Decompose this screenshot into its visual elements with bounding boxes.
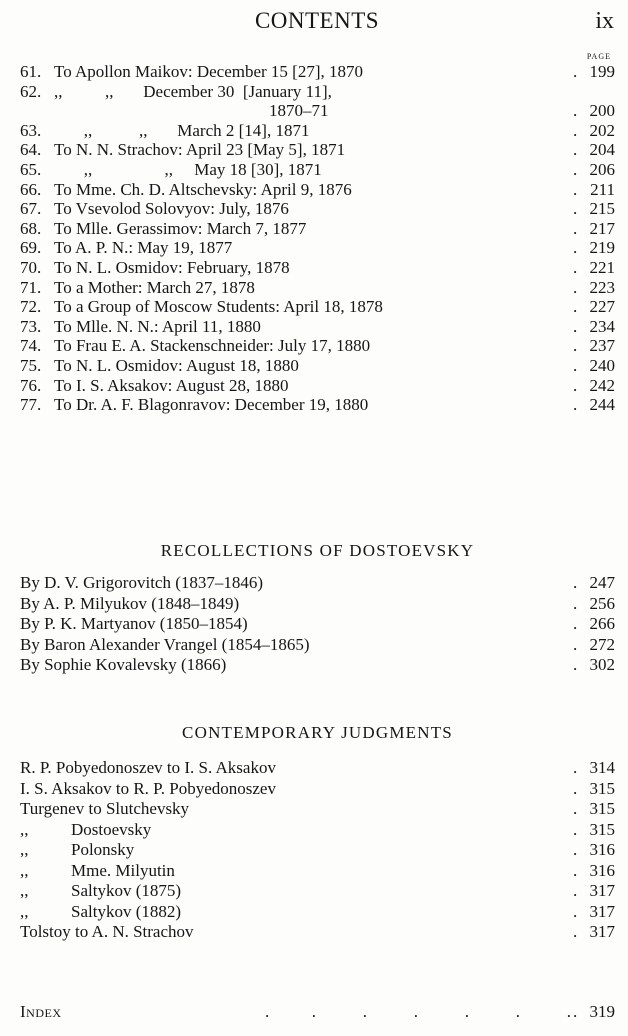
entry-title: To N. L. Osmidov: August 18, 1880 bbox=[54, 355, 299, 375]
entry-title: To A. P. N.: May 19, 1877 bbox=[54, 238, 233, 258]
toc-entry[interactable] bbox=[20, 594, 615, 615]
toc-entry[interactable] bbox=[20, 219, 615, 239]
toc-entry[interactable] bbox=[20, 62, 615, 82]
entry-title: ,, Mme. Milyutin bbox=[20, 860, 175, 880]
entry-title: By A. P. Milyukov (1848–1849) bbox=[20, 593, 240, 613]
toc-entry[interactable] bbox=[20, 902, 615, 923]
entry-number: 74. bbox=[20, 336, 42, 356]
entry-page: . 221 bbox=[579, 258, 615, 277]
entry-number: 67. bbox=[20, 199, 42, 219]
entry-title: To Frau E. A. Stackenschneider: July 17, 1880 bbox=[54, 336, 371, 356]
entry-number: 62. bbox=[20, 81, 42, 101]
entry-title: To N. N. Strachov: April 23 [May 5], 1871 bbox=[54, 140, 346, 160]
entry-title: R. P. Pobyedonoszev to I. S. Aksakov bbox=[20, 758, 276, 777]
toc-entry[interactable] bbox=[20, 101, 615, 121]
toc-entry[interactable] bbox=[20, 336, 615, 356]
entry-page: . 315 bbox=[579, 779, 615, 798]
entry-title: To a Mother: March 27, 1878 bbox=[54, 277, 255, 297]
entry-page: . 200 bbox=[579, 101, 615, 120]
entry-title: ,, Polonsky bbox=[20, 840, 135, 859]
entry-page: . 317 bbox=[579, 902, 615, 921]
toc-entry[interactable] bbox=[20, 922, 615, 943]
entry-title: To Mme. Ch. D. Altschevsky: April 9, 1876 bbox=[54, 179, 352, 199]
entry-page: . 266 bbox=[579, 614, 615, 633]
entry-number: 68. bbox=[20, 218, 42, 238]
toc-entry[interactable] bbox=[20, 758, 615, 779]
entry-page: . 317 bbox=[579, 881, 615, 900]
toc-entry[interactable] bbox=[20, 861, 615, 882]
page-number: ix bbox=[595, 8, 614, 34]
entry-title: To N. L. Osmidov: February, 1878 bbox=[54, 257, 290, 277]
toc-entry[interactable] bbox=[20, 799, 615, 820]
entry-page: . 256 bbox=[579, 594, 615, 613]
entry-page: . 244 bbox=[579, 395, 615, 414]
entry-page: . 314 bbox=[579, 758, 615, 777]
entry-title: To Vsevolod Solovyov: July, 1876 bbox=[54, 199, 289, 219]
entry-title: ,, Saltykov (1875) bbox=[20, 881, 182, 900]
entry-title: I. S. Aksakov to R. P. Pobyedonoszev bbox=[20, 778, 276, 798]
entry-title: ,, ,, December 30 [January 11], bbox=[54, 81, 332, 101]
entry-number: 70. bbox=[20, 257, 42, 277]
entry-page: . 317 bbox=[579, 922, 615, 941]
entry-title: By Baron Alexander Vrangel (1854–1865) bbox=[20, 634, 310, 654]
entry-title: ,, ,, March 2 [14], 1871 bbox=[54, 120, 310, 140]
entry-title: To Dr. A. F. Blagonravov: December 19, 1880 bbox=[54, 395, 369, 415]
toc-entry[interactable] bbox=[20, 779, 615, 800]
entry-page: . 316 bbox=[579, 861, 615, 880]
toc-entry[interactable] bbox=[20, 376, 615, 396]
entry-page: . 206 bbox=[579, 160, 615, 179]
entry-number: 69. bbox=[20, 238, 42, 258]
judgments-list bbox=[20, 758, 615, 943]
entry-number: 65. bbox=[20, 159, 42, 179]
page-title: CONTENTS bbox=[254, 8, 380, 33]
entry-title: ,, Dostoevsky bbox=[20, 819, 152, 839]
entry-number: 76. bbox=[20, 375, 42, 395]
toc-entry[interactable] bbox=[20, 121, 615, 141]
toc-entry[interactable] bbox=[20, 881, 615, 902]
entry-title: Turgenev to Slutchevsky bbox=[20, 799, 190, 818]
entry-title: To Apollon Maikov: December 15 [27], 1870 bbox=[54, 62, 364, 81]
toc-entry[interactable] bbox=[20, 258, 615, 278]
toc-entry[interactable] bbox=[20, 317, 615, 337]
letters-list bbox=[20, 62, 615, 415]
entry-page: . 302 bbox=[579, 655, 615, 674]
entry-title: By D. V. Grigorovitch (1837–1846) bbox=[20, 573, 264, 592]
page-column-label: PAGE bbox=[586, 52, 611, 61]
toc-entry[interactable] bbox=[20, 180, 615, 200]
recollections-list bbox=[20, 573, 615, 676]
index-page: . 319 bbox=[579, 1002, 615, 1021]
recollections-heading: RECOLLECTIONS OF DOSTOEVSKY bbox=[160, 541, 475, 560]
running-header bbox=[20, 6, 614, 40]
entry-page: . 234 bbox=[579, 317, 615, 336]
toc-entry[interactable] bbox=[20, 356, 615, 376]
dot-leader: . . . . . . . bbox=[265, 1002, 571, 1021]
entry-page: . 199 bbox=[579, 62, 615, 81]
entry-page: . 237 bbox=[579, 336, 615, 355]
toc-entry[interactable] bbox=[20, 297, 615, 317]
toc-entry[interactable] bbox=[20, 395, 615, 415]
entry-number: 72. bbox=[20, 297, 42, 317]
entry-page: . 240 bbox=[579, 356, 615, 375]
entry-page: . 202 bbox=[579, 121, 615, 140]
entry-title: To I. S. Aksakov: August 28, 1880 bbox=[54, 375, 289, 395]
entry-page: . 217 bbox=[579, 219, 615, 238]
toc-entry[interactable] bbox=[20, 573, 615, 594]
toc-entry[interactable] bbox=[20, 635, 615, 656]
judgments-heading: CONTEMPORARY JUDGMENTS bbox=[182, 723, 453, 742]
entry-page: . 211 bbox=[579, 180, 615, 199]
toc-entry[interactable] bbox=[20, 238, 615, 258]
entry-number: 77. bbox=[20, 395, 42, 415]
toc-entry[interactable] bbox=[20, 820, 615, 841]
entry-number: 63. bbox=[20, 120, 42, 140]
entry-title: 1870–71 bbox=[269, 101, 329, 121]
entry-page: . 247 bbox=[579, 573, 615, 592]
entry-title: ,, Saltykov (1882) bbox=[20, 901, 182, 921]
entry-number: 66. bbox=[20, 179, 42, 199]
entry-title: By P. K. Martyanov (1850–1854) bbox=[20, 614, 248, 633]
entry-number: 71. bbox=[20, 277, 42, 297]
toc-entry[interactable] bbox=[20, 614, 615, 635]
entry-number: 75. bbox=[20, 355, 42, 375]
entry-page: . 242 bbox=[579, 376, 615, 395]
entry-title: By Sophie Kovalevsky (1866) bbox=[20, 655, 227, 674]
entry-number: 73. bbox=[20, 316, 42, 336]
entry-page: . 316 bbox=[579, 840, 615, 859]
entry-title: To Mlle. Gerassimov: March 7, 1877 bbox=[54, 218, 307, 238]
entry-title: To a Group of Moscow Students: April 18, 1878 bbox=[54, 297, 383, 317]
index-label: Index bbox=[20, 1002, 62, 1021]
index-entry[interactable] bbox=[20, 1002, 615, 1021]
toc-entry[interactable] bbox=[20, 160, 615, 180]
entry-page: . 215 bbox=[579, 199, 615, 218]
entry-page: . 315 bbox=[579, 820, 615, 839]
entry-title: To Mlle. N. N.: April 11, 1880 bbox=[54, 316, 261, 336]
toc-entry[interactable] bbox=[20, 82, 615, 102]
toc-entry[interactable] bbox=[20, 655, 615, 676]
toc-entry[interactable] bbox=[20, 140, 615, 160]
toc-entry[interactable] bbox=[20, 840, 615, 861]
entry-page: . 223 bbox=[579, 278, 615, 297]
entry-page: . 315 bbox=[579, 799, 615, 818]
toc-entry[interactable] bbox=[20, 199, 615, 219]
entry-title: Tolstoy to A. N. Strachov bbox=[20, 922, 194, 941]
toc-entry[interactable] bbox=[20, 278, 615, 298]
entry-page: . 219 bbox=[579, 238, 615, 257]
entry-page: . 204 bbox=[579, 140, 615, 159]
entry-title: ,, ,, May 18 [30], 1871 bbox=[54, 159, 322, 179]
entry-number: 64. bbox=[20, 140, 42, 160]
entry-page: . 272 bbox=[579, 635, 615, 654]
entry-number: 61. bbox=[20, 62, 42, 81]
entry-page: . 227 bbox=[579, 297, 615, 316]
